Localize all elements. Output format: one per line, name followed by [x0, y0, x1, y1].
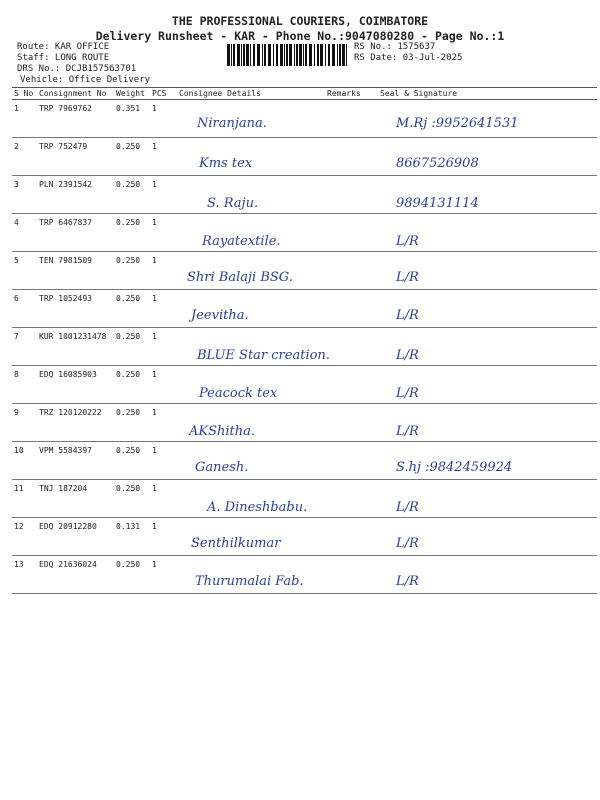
cell-weight: 0.250 [114, 252, 150, 290]
cell-weight: 0.250 [114, 214, 150, 252]
cell-weight: 0.250 [114, 328, 150, 366]
consignee-handwritten-name: BLUE Star creation. [197, 348, 330, 363]
handwritten-signature: L/R [396, 234, 419, 249]
cell-weight: 0.250 [114, 138, 150, 176]
consignee-handwritten-name: Senthilkumar [191, 536, 281, 551]
consignee-handwritten-name: Ganesh. [195, 460, 249, 475]
col-header-consignment: Consignment No [37, 88, 114, 100]
cell-remarks [325, 100, 378, 138]
runsheet-subtitle: Delivery Runsheet - KAR - Phone No.:9047080280 - Page No.:1 [95, 29, 505, 43]
cell-signature [378, 328, 597, 366]
cell-pcs: 1 [150, 404, 177, 442]
handwritten-signature: L/R [396, 386, 419, 401]
consignee-handwritten-name: Rayatextile. [202, 234, 281, 249]
barcode [227, 44, 349, 66]
cell-remarks [325, 214, 378, 252]
cell-consignee [177, 556, 325, 594]
consignee-handwritten-name: Kms tex [199, 156, 253, 171]
cell-consignment: KUR 1001231478 [37, 328, 114, 366]
cell-consignee [177, 328, 330, 366]
cell-signature [378, 290, 597, 328]
cell-remarks [325, 176, 378, 214]
cell-consignment: TRP 752479 [37, 138, 114, 176]
handwritten-signature: L/R [396, 536, 419, 551]
cell-sno: 4 [12, 214, 37, 252]
col-header-sno: S No [12, 88, 37, 100]
col-header-pcs: PCS [150, 88, 177, 100]
company-title: THE PROFESSIONAL COURIERS, COIMBATORE [171, 14, 429, 28]
cell-signature [378, 252, 597, 290]
cell-signature [378, 556, 597, 594]
table-row [12, 100, 597, 138]
cell-sno: 5 [12, 252, 37, 290]
cell-consignment: TRP 6467837 [37, 214, 114, 252]
table-row [12, 138, 597, 176]
cell-weight: 0.250 [114, 480, 150, 518]
col-header-remarks: Remarks [325, 88, 378, 100]
cell-consignee [177, 442, 325, 480]
cell-remarks [325, 404, 378, 442]
cell-remarks [325, 518, 378, 556]
cell-consignee [177, 138, 325, 176]
cell-consignment: TRP 1052493 [37, 290, 114, 328]
route-info: Route: KAR OFFICE [17, 42, 110, 52]
cell-sno: 1 [12, 100, 37, 138]
cell-sno: 13 [12, 556, 37, 594]
handwritten-signature: 8667526908 [396, 156, 479, 171]
consignee-handwritten-name: AKShitha. [189, 424, 256, 439]
consignee-handwritten-name: Peacock tex [199, 386, 278, 401]
cell-pcs: 1 [150, 556, 177, 594]
table-header-row [12, 88, 597, 100]
handwritten-signature: L/R [396, 500, 419, 515]
cell-remarks [325, 328, 378, 366]
col-header-consignee: Consignee Details [177, 88, 325, 100]
cell-remarks [325, 556, 378, 594]
cell-pcs: 1 [150, 214, 177, 252]
table-row [12, 442, 597, 480]
cell-consignee [177, 480, 325, 518]
cell-consignee [177, 100, 325, 138]
cell-consignment: PLN 2391542 [37, 176, 114, 214]
cell-remarks [325, 138, 378, 176]
cell-pcs: 1 [150, 518, 177, 556]
cell-consignment: VPM 5584397 [37, 442, 114, 480]
cell-remarks [325, 252, 378, 290]
cell-sno: 12 [12, 518, 37, 556]
cell-signature [378, 442, 597, 480]
cell-sno: 11 [12, 480, 37, 518]
consignee-handwritten-name: Niranjana. [197, 116, 267, 131]
handwritten-signature: L/R [396, 308, 419, 323]
cell-signature [378, 214, 597, 252]
cell-consignee [177, 176, 325, 214]
table-row [12, 176, 597, 214]
cell-signature [378, 404, 597, 442]
consignee-handwritten-name: Jeevitha. [191, 308, 249, 323]
table-row [12, 366, 597, 404]
cell-signature [378, 366, 597, 404]
cell-pcs: 1 [150, 442, 177, 480]
cell-pcs: 1 [150, 100, 177, 138]
cell-consignee [177, 214, 325, 252]
col-header-weight: Weight [114, 88, 150, 100]
rs-date: RS Date: 03-Jul-2025 [354, 53, 463, 63]
table-row [12, 404, 597, 442]
table-row [12, 556, 597, 594]
handwritten-signature: L/R [396, 270, 419, 285]
table-row [12, 214, 597, 252]
cell-weight: 0.131 [114, 518, 150, 556]
cell-consignment: EDQ 21636024 [37, 556, 114, 594]
handwritten-signature: S.hj :9842459924 [396, 460, 513, 475]
handwritten-signature: L/R [396, 424, 419, 439]
drs-number: DRS No.: DCJB157563701 [17, 64, 137, 74]
cell-sno: 8 [12, 366, 37, 404]
table-row [12, 328, 597, 366]
table-row [12, 518, 597, 556]
cell-sno: 2 [12, 138, 37, 176]
cell-signature [378, 176, 597, 214]
cell-consignment: TRZ 120120222 [37, 404, 114, 442]
cell-signature [378, 480, 597, 518]
runsheet-table [12, 87, 597, 594]
cell-pcs: 1 [150, 366, 177, 404]
cell-signature [378, 138, 597, 176]
cell-weight: 0.250 [114, 366, 150, 404]
cell-weight: 0.250 [114, 404, 150, 442]
handwritten-signature: L/R [396, 348, 419, 363]
cell-weight: 0.351 [114, 100, 150, 138]
cell-consignee [177, 290, 325, 328]
cell-sno: 6 [12, 290, 37, 328]
cell-remarks [325, 442, 378, 480]
cell-consignment: EDQ 20912280 [37, 518, 114, 556]
cell-pcs: 1 [150, 176, 177, 214]
consignee-handwritten-name: A. Dineshbabu. [207, 500, 308, 515]
cell-consignee [177, 518, 325, 556]
cell-pcs: 1 [150, 480, 177, 518]
cell-weight: 0.250 [114, 442, 150, 480]
cell-remarks [325, 290, 378, 328]
cell-weight: 0.250 [114, 290, 150, 328]
rs-number: RS No.: 1575637 [354, 42, 436, 52]
cell-sno: 3 [12, 176, 37, 214]
cell-pcs: 1 [150, 290, 177, 328]
cell-consignee [177, 366, 325, 404]
cell-weight: 0.250 [114, 556, 150, 594]
handwritten-signature: 9894131114 [396, 196, 479, 211]
consignee-handwritten-name: Shri Balaji BSG. [187, 270, 293, 285]
cell-weight: 0.250 [114, 176, 150, 214]
cell-remarks [325, 480, 378, 518]
cell-sno: 9 [12, 404, 37, 442]
table-row [12, 290, 597, 328]
cell-consignment: EDQ 16085903 [37, 366, 114, 404]
col-header-signature: Seal & Signature [378, 88, 597, 100]
table-row [12, 252, 597, 290]
vehicle-info: Vehicle: Office Delivery [20, 75, 151, 85]
cell-remarks [325, 366, 378, 404]
cell-pcs: 1 [150, 252, 177, 290]
cell-consignee [177, 404, 325, 442]
cell-pcs: 1 [150, 138, 177, 176]
handwritten-signature: L/R [396, 574, 419, 589]
handwritten-signature: M.Rj :9952641531 [396, 116, 519, 131]
consignee-handwritten-name: S. Raju. [207, 196, 259, 211]
cell-consignment: TNJ 187204 [37, 480, 114, 518]
consignee-handwritten-name: Thurumalai Fab. [195, 574, 304, 589]
table-row [12, 480, 597, 518]
cell-pcs: 1 [150, 328, 177, 366]
cell-consignment: TEN 7981509 [37, 252, 114, 290]
cell-sno: 7 [12, 328, 37, 366]
cell-signature [378, 100, 597, 138]
staff-info: Staff: LONG ROUTE [17, 53, 110, 63]
cell-consignment: TRP 7969762 [37, 100, 114, 138]
cell-consignee [177, 252, 325, 290]
cell-signature [378, 518, 597, 556]
cell-sno: 10 [12, 442, 37, 480]
